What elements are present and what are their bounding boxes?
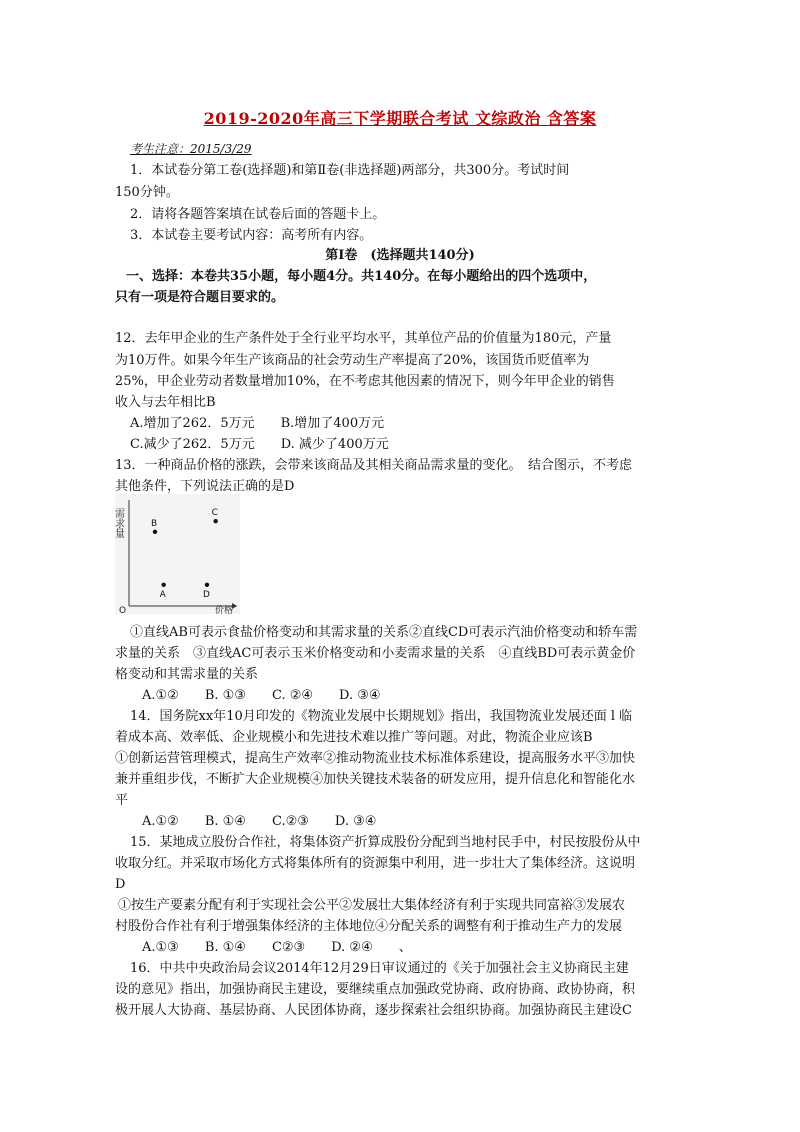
q14-line: ①创新运营管理模式，提高生产效率②推动物流业技术标准体系建设，提高服务水平③加快 (115, 751, 636, 766)
q13-statement: 求量的关系 ③直线AC可表示玉米价格变动和小麦需求量的关系 ④直线BD可表示黄金价 (115, 646, 636, 661)
q12-line: 为10万件。如果今年生产该商品的社会劳动生产率提高了20%，该国货币贬值率为 (115, 353, 590, 368)
q13-line: 其他条件，下列说法正确的是D (115, 479, 295, 494)
x-axis-label: 价格 (215, 606, 234, 616)
point-label-a: A (159, 589, 166, 600)
q15-line: 村股份合作社有利于增强集体经济的主体地位④分配关系的调整有利于推动生产力的发展 (115, 919, 623, 934)
point-d (205, 583, 209, 587)
point-b (153, 530, 157, 534)
page-title: 2019-2020年高三下学期联合考试 文综政治 含答案 (203, 109, 597, 128)
notice-item: 150分钟。 (115, 185, 179, 200)
origin-label: O (119, 606, 127, 616)
q13-statement: 格变动和其需求量的关系 (115, 667, 259, 682)
q14-line: 着成本高、效率低、企业规模小和先进技术难以推广等问题。对此，物流企业应该B (115, 730, 593, 745)
point-label-d: D (203, 589, 210, 600)
q15-line: ①按生产要素分配有利于实现社会公平②发展壮大集体经济有利于实现共同富裕③发展农 (118, 898, 626, 913)
q13-options: A.①② B. ①③ C. ②④ D. ③④ (142, 688, 381, 703)
q15-options: A.①③ B. ①④ C②③ D. ②④ 、 (142, 940, 412, 955)
q14-line: 兼并重组步伐，不断扩大企业规模④加快关键技术装备的研发应用，提升信息化和智能化水 (115, 772, 636, 787)
q14-line: 14．国务院xx年10月印发的《物流业发展中长期规划》指出，我国物流业发展还面 l 临 (130, 709, 633, 724)
q16-line: 极开展人大协商、基层协商、人民团体协商，逐步探索社会组织协商。加强协商民主建设C (115, 1003, 632, 1018)
y-axis-label: 需求量 (112, 508, 124, 538)
demand-price-chart (112, 494, 240, 616)
q14-line: 平 (115, 793, 129, 808)
notice-item: 3．本试卷主要考试内容：高考所有内容。 (130, 228, 373, 243)
q12-line: 25%，甲企业劳动者数量增加10%，在不考虑其他因素的情况下，则今年甲企业的销售 (115, 374, 615, 389)
instructions-line: 一、选择：本卷共35小题，每小题4分。共140分。在每小题给出的四个选项中， (126, 269, 597, 284)
section-title: 第Ⅰ卷 (选择题共140分) (325, 248, 475, 263)
q16-line: 设的意见》指出，加强协商民主建设，要继续重点加强政党协商、政府协商、政协协商，积 (115, 982, 636, 997)
q13-line: 13．一种商品价格的涨跌，会带来该商品及其相关商品需求量的变化。 结合图示，不考虑 (115, 458, 633, 473)
q16-line: 16．中共中央政治局会议2014年12月29日审议通过的《关于加强社会主义协商民主建 (130, 961, 629, 976)
q12-option-row: A.增加了262．5万元 B.增加了400万元 (130, 416, 385, 431)
notice-item: 1．本试卷分第工卷(选择题)和第Ⅱ卷(非选择题)两部分，共300分。考试时间 (130, 163, 570, 178)
q14-options: A.①② B. ①④ C.②③ D. ③④ (142, 814, 377, 829)
q13-statement: ①直线AB可表示食盐价格变动和其需求量的关系②直线CD可表示汽油价格变动和轿车需 (130, 625, 638, 640)
q15-line: D (115, 877, 126, 892)
point-label-c: C (211, 508, 218, 519)
chart-svg (112, 494, 240, 616)
q15-line: 收取分红。并采取市场化方式将集体所有的资源集中利用，进一步壮大了集体经济。这说明 (115, 856, 636, 871)
point-label-b: B (151, 518, 158, 529)
point-c (213, 519, 217, 523)
q12-option-row: C.减少了262．5万元 D. 减少了400万元 (130, 437, 389, 452)
q12-line: 收入与去年相比B (115, 395, 216, 410)
q12-line: 12．去年甲企业的生产条件处于全行业平均水平，其单位产品的价值量为180元，产量 (115, 331, 612, 346)
instructions-line: 只有一项是符合题目要求的。 (115, 290, 285, 305)
notice-item: 2．请将各题答案填在试卷后面的答题卡上。 (130, 207, 386, 222)
q15-line: 15．某地成立股份合作社，将集体资产折算成股份分配到当地村民手中，村民按股份从中 (130, 835, 641, 850)
notice-heading: 考生注意：2015/3/29 (130, 142, 252, 156)
point-a (161, 583, 165, 587)
